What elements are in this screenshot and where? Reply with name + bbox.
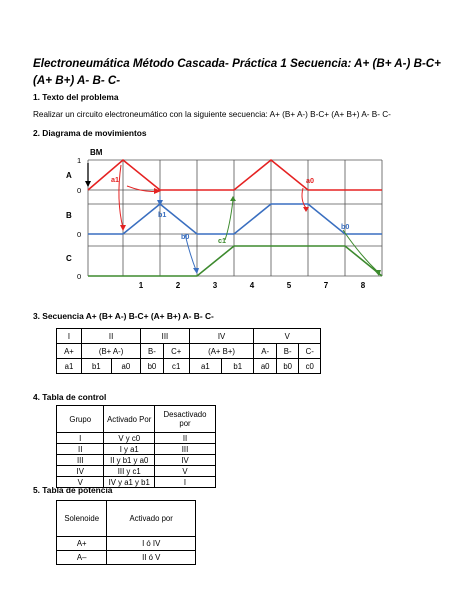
control-cell: III y c1 xyxy=(104,466,155,477)
control-cell: IV xyxy=(155,455,216,466)
signal-cell: b1 xyxy=(82,359,112,374)
control-table xyxy=(56,405,216,488)
signal-arrow-a0 xyxy=(302,188,306,208)
group-cell: II xyxy=(82,329,141,344)
sequence-movements-row xyxy=(57,344,321,359)
power-table xyxy=(56,500,196,565)
row-label-b: B xyxy=(66,211,72,220)
bm-arrow xyxy=(85,181,91,187)
power-row xyxy=(57,551,196,565)
section-5-heading: 5. Tabla de potencia xyxy=(33,485,113,495)
step-label-2: 2 xyxy=(175,281,181,290)
control-cell: II xyxy=(155,433,216,444)
section-3-heading: 3. Secuencia A+ (B+ A-) B-C+ (A+ B+) A- B- C- xyxy=(33,311,214,321)
control-cell: V xyxy=(155,466,216,477)
movement-cell: A- xyxy=(254,344,277,359)
sequence-signals-row xyxy=(57,359,321,374)
signal-cell: a0 xyxy=(254,359,277,374)
control-cell: I xyxy=(155,477,216,488)
power-header-row xyxy=(57,501,196,537)
section-2-heading: 2. Diagrama de movimientos xyxy=(33,128,147,138)
signal-arrow-a1 xyxy=(119,165,123,228)
level-b-0: 0 xyxy=(77,230,82,239)
power-cell: A+ xyxy=(57,537,107,551)
power-cell: A– xyxy=(57,551,107,565)
control-cell: V xyxy=(57,477,104,488)
movement-cell: (A+ B+) xyxy=(189,344,254,359)
signal-label-b0: b0 xyxy=(181,232,190,241)
control-header-grupo: Grupo xyxy=(57,406,104,433)
control-row xyxy=(57,455,216,466)
group-cell: IV xyxy=(189,329,254,344)
step-label-3: 3 xyxy=(212,281,218,290)
sequence-groups-row xyxy=(57,329,321,344)
signal-label-a1: a1 xyxy=(111,175,119,184)
section-1-heading: 1. Texto del problema xyxy=(33,92,119,102)
row-label-c: C xyxy=(66,254,72,263)
movement-cell: B- xyxy=(276,344,299,359)
arrowhead-c1 xyxy=(230,196,236,201)
row-label-a: A xyxy=(66,171,72,180)
signal-cell: a1 xyxy=(57,359,82,374)
step-label-5: 5 xyxy=(286,281,292,290)
signal-cell: a1 xyxy=(189,359,221,374)
control-row xyxy=(57,433,216,444)
control-cell: II y b1 y a0 xyxy=(104,455,155,466)
signal-arrow-a1-b xyxy=(127,186,158,191)
arrowhead-a1 xyxy=(120,225,126,231)
movement-cell: (B+ A-) xyxy=(82,344,141,359)
arrowhead-b0 xyxy=(193,268,199,274)
control-header-desactivado: Desactivado por xyxy=(155,406,216,433)
document-title: Electroneumática Método Cascada- Práctica 1 Secuencia: A+ (B+ A-) B-C+ (A+ B+) A- B- C- xyxy=(33,57,441,87)
control-cell: III xyxy=(57,455,104,466)
signal-label-b0-2: b0 xyxy=(341,222,350,231)
control-cell: II xyxy=(57,444,104,455)
power-header-activado: Activado por xyxy=(107,501,196,537)
signal-arrow-b0-2 xyxy=(343,230,378,272)
cylinder-a-line xyxy=(88,160,382,190)
signal-label-b1: b1 xyxy=(158,210,167,219)
movement-cell: C- xyxy=(299,344,321,359)
movement-cell: A+ xyxy=(57,344,82,359)
sequence-table xyxy=(56,328,321,374)
level-a-0: 0 xyxy=(77,186,82,195)
power-cell: II ó V xyxy=(107,551,196,565)
control-cell: I xyxy=(57,433,104,444)
group-cell: I xyxy=(57,329,82,344)
control-cell: IV xyxy=(57,466,104,477)
movement-cell: C+ xyxy=(163,344,189,359)
signal-cell: a0 xyxy=(111,359,141,374)
group-cell: III xyxy=(141,329,189,344)
bm-label: BM xyxy=(90,148,103,157)
signal-label-c1: c1 xyxy=(218,236,226,245)
movement-diagram xyxy=(0,0,474,300)
control-cell: III xyxy=(155,444,216,455)
signal-label-a0: a0 xyxy=(306,176,314,185)
power-header-solenoide: Solenoide xyxy=(57,501,107,537)
control-cell: I y a1 xyxy=(104,444,155,455)
signal-cell: b1 xyxy=(222,359,254,374)
group-cell: V xyxy=(254,329,321,344)
problem-text: Realizar un circuito electroneumático con la siguiente secuencia: A+ (B+ A-) B-C+ (A+ B+) A- B- C- xyxy=(33,110,391,119)
step-label-4: 4 xyxy=(249,281,255,290)
movement-cell: B- xyxy=(141,344,164,359)
power-row xyxy=(57,537,196,551)
signal-cell: c1 xyxy=(163,359,189,374)
signal-cell: c0 xyxy=(299,359,321,374)
control-row xyxy=(57,466,216,477)
control-cell: V y c0 xyxy=(104,433,155,444)
control-cell: IV y a1 y b1 xyxy=(104,477,155,488)
section-4-heading: 4. Tabla de control xyxy=(33,392,107,402)
control-row xyxy=(57,444,216,455)
cylinder-c-line xyxy=(88,246,382,276)
signal-cell: b0 xyxy=(141,359,164,374)
cylinder-b-line xyxy=(88,204,382,234)
signal-cell: b0 xyxy=(276,359,299,374)
step-label-8: 8 xyxy=(360,281,366,290)
level-c-0: 0 xyxy=(77,272,82,281)
step-label-1: 1 xyxy=(138,281,144,290)
control-header-row xyxy=(57,406,216,433)
power-cell: I ó IV xyxy=(107,537,196,551)
level-a-1: 1 xyxy=(77,156,82,165)
control-header-activado: Activado Por xyxy=(104,406,155,433)
step-label-7: 7 xyxy=(323,281,329,290)
